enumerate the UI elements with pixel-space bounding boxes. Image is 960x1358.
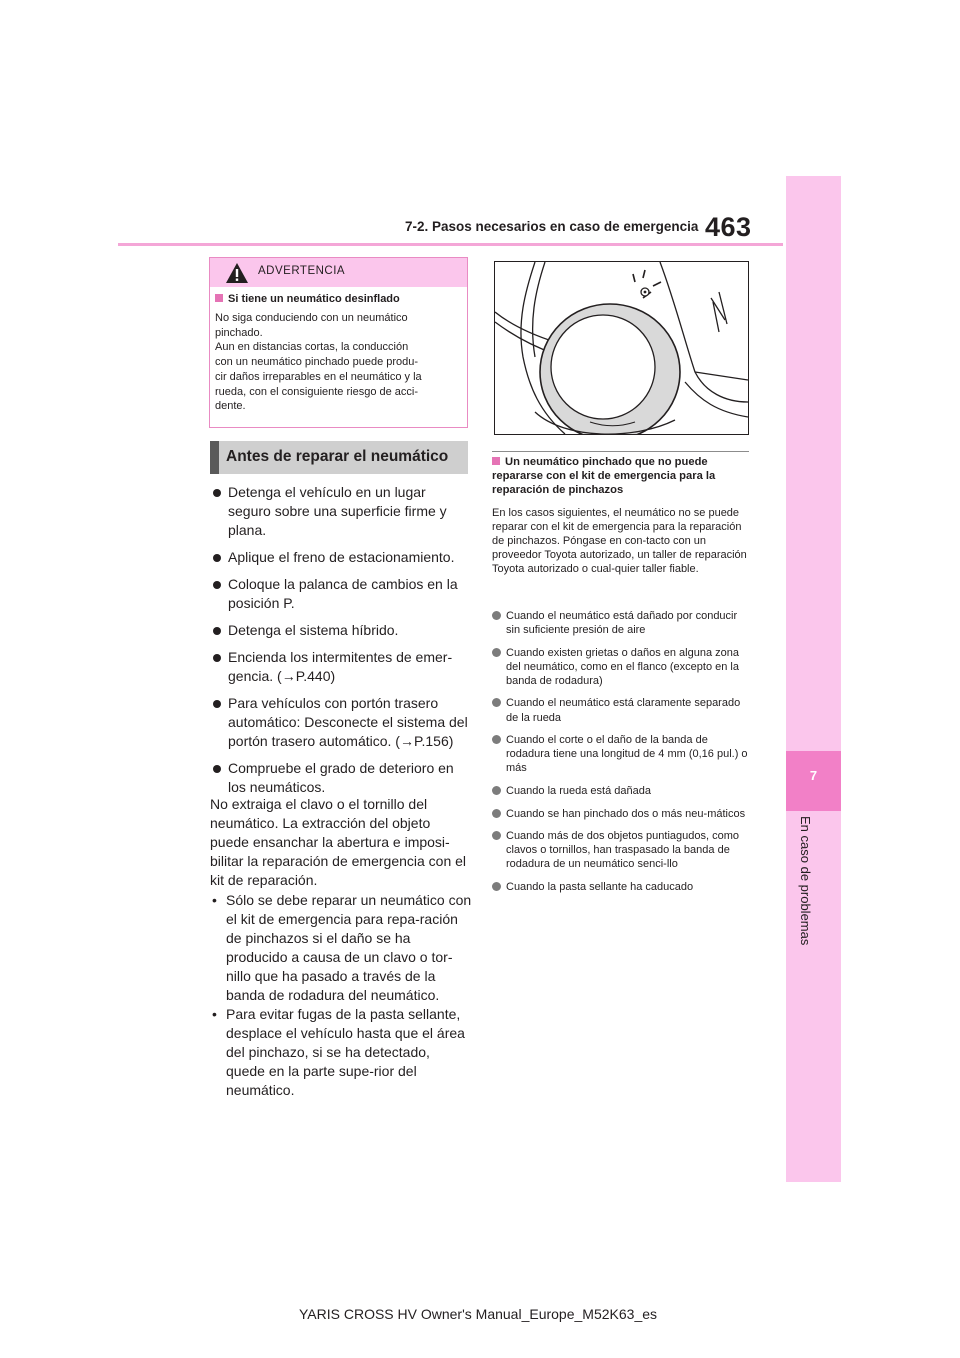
chapter-label: En caso de problemas xyxy=(798,816,813,946)
case-item: Cuando el neumático está dañado por conducir sin suficiente presión de aire xyxy=(492,609,754,637)
warning-line: rueda, con el consiguiente riesgo de acci- xyxy=(215,385,419,398)
right-heading xyxy=(492,455,754,497)
footer-text: YARIS CROSS HV Owner's Manual_Europe_M52K63_es xyxy=(298,1306,658,1322)
warning-line: con un neumático pinchado puede produ- xyxy=(215,356,419,369)
step-item: Coloque la palanca de cambios en la posición P. xyxy=(212,575,472,613)
right-heading-text: Un neumático pinchado que no puede repararse con el kit de emergencia para la reparación de pinchazos xyxy=(492,456,716,496)
section-heading: Antes de reparar el neumático xyxy=(226,448,449,465)
step-item: Encienda los intermitentes de emer-gencia. (→P.440) xyxy=(212,648,472,686)
case-item: Cuando se han pinchado dos o más neu-máticos xyxy=(492,807,754,821)
warning-line: pinchado. xyxy=(215,326,263,339)
case-item: Cuando existen grietas o daños en alguna zona del neumático, como en el flanco (excepto en la banda de rodadura) xyxy=(492,646,754,688)
step-item: Aplique el freno de estacionamiento. xyxy=(212,548,472,567)
section-heading-bar xyxy=(210,441,219,474)
case-item: Cuando más de dos objetos puntiagudos, como clavos o tornillos, han traspasado la banda de rodadura de un neumático senci-llo xyxy=(492,829,754,871)
step-item: Detenga el sistema híbrido. xyxy=(212,621,472,640)
right-paragraph: En los casos siguientes, el neumático no se puede reparar con el kit de emergencia para la reparación de pinchazos. Póngase en con-tacto con un proveedor Toyota autorizado, un taller de reparación Toyota autorizado o cual-quier taller fiable. xyxy=(492,507,747,576)
square-bullet-icon xyxy=(492,457,500,465)
warning-title: ADVERTENCIA xyxy=(258,265,346,277)
warning-text xyxy=(215,311,465,414)
case-item: Cuando la pasta sellante ha caducado xyxy=(492,880,754,894)
warning-line: dente. xyxy=(215,400,246,413)
warning-line: No siga conduciendo con un neumático xyxy=(215,312,408,324)
square-bullet-icon xyxy=(215,294,223,302)
case-item: Cuando el corte o el daño de la banda de rodadura tiene una longitud de 4 mm (0,16 pul.) o más xyxy=(492,733,754,775)
warning-triangle-icon xyxy=(225,262,249,284)
header-rule xyxy=(118,243,783,246)
page-number: 463 xyxy=(705,212,752,242)
steps-list xyxy=(212,483,472,805)
chapter-side-tab xyxy=(786,176,841,1182)
footer xyxy=(0,1306,960,1322)
warning-line: Aun en distancias cortas, la conducción xyxy=(215,341,409,354)
subnote-list xyxy=(210,891,472,1100)
subnote-item: • Para evitar fugas de la pasta sellante, desplace el vehículo hasta que el área del pinchazo, si se ha detectado, quede en la parte supe-rior del neumático. xyxy=(210,1005,472,1100)
flat-tire-drawing xyxy=(495,262,748,434)
step-item: Detenga el vehículo en un lugar seguro sobre una superficie firme y plana. xyxy=(212,483,472,540)
step-item: Compruebe el grado de deterioro en los neumáticos. xyxy=(212,759,472,797)
running-header-title: 7-2. Pasos necesarios en caso de emergencia xyxy=(405,219,699,234)
chapter-number: 7 xyxy=(809,768,818,783)
case-item: Cuando el neumático está claramente separado de la rueda xyxy=(492,696,754,724)
subnote-item: • Sólo se debe reparar un neumático con el kit de emergencia para repa-ración de pinchazos si el daño se ha producido a causa de un clavo o tor-nillo que ha pasado a través de la banda de rodadura del neumático. xyxy=(210,891,472,1005)
note-paragraph: No extraiga el clavo o el tornillo del neumático. La extracción del objeto puede ensanchar la abertura e imposi-bilitar la reparación de emergencia con el kit de reparación. xyxy=(210,796,467,888)
unrepairable-cases-list xyxy=(492,609,754,903)
case-item: Cuando la rueda está dañada xyxy=(492,784,754,798)
step-item: Para vehículos con portón trasero automático: Desconecte el sistema del portón trasero automático. (→P.156) xyxy=(212,694,472,751)
column-rule xyxy=(492,451,749,452)
warning-heading-text: Si tiene un neumático desinflado xyxy=(228,293,400,305)
tire-illustration xyxy=(494,261,749,435)
warning-heading xyxy=(215,293,400,305)
warning-line: cir daños irreparables en el neumático y la xyxy=(215,370,422,383)
